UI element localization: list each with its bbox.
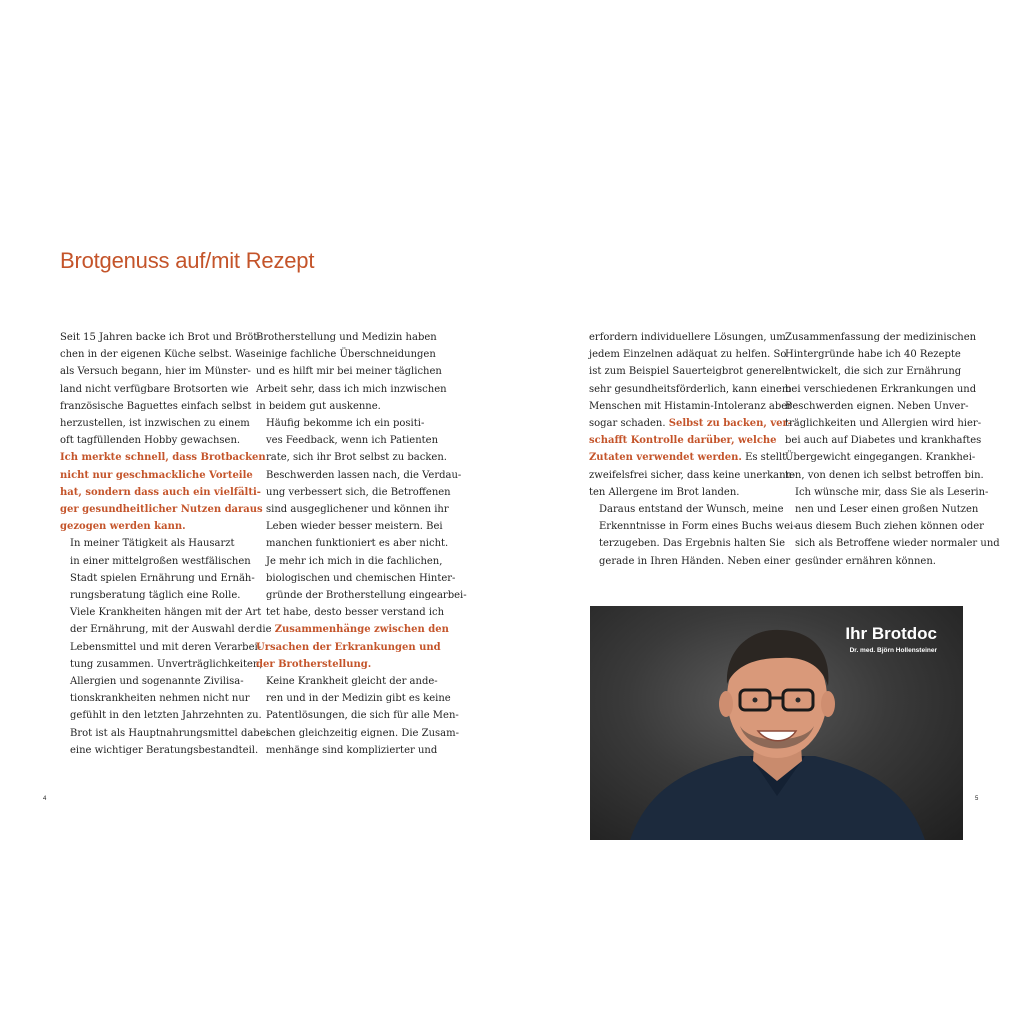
- highlight-text: gezogen werden kann.: [60, 521, 186, 533]
- text-column-3: [589, 329, 797, 570]
- highlight-text: Zusammenhänge zwischen den: [274, 624, 449, 636]
- highlight-text: ger gesundheitlicher Nutzen daraus: [60, 504, 263, 516]
- paragraph: erfordern individuellere Lösungen, um jedem Einzelnen adäquat zu helfen. So ist zum Beispiel Sauerteigbrot generell sehr gesundheitsförderlich, kann einem Menschen mit Histamin-Intoleranz aber sogar schaden. Selbst zu backen, ver- schafft Kontrolle darüber, welche Zutaten verwendet werden. Es stellt zweifelsfrei sicher, dass keine unerkann- ten Allergene im Brot landen.: [589, 332, 796, 498]
- paragraph: In meiner Tätigkeit als Hausarzt in einer mittelgroßen westfälischen Stadt spielen Ernährung und Ernäh- rungsberatung täglich eine Rolle. Viele Krankheiten hängen mit der Art der Ernährung, mit der Auswahl der Lebensmittel und mit deren Verarbei- tung zusammen. Unverträglichkeiten, Allergien und sogenannte Zivilisa- tionskrankheiten nehmen nicht nur gefühlt in den letzten Jahrzehnten zu. Brot ist als Hauptnahrungsmittel dabei eine wichtiger Beratungsbestandteil.: [70, 538, 269, 756]
- page-number-left: 4: [43, 796, 47, 802]
- highlight-text: hat, sondern dass auch ein vielfälti-: [60, 486, 261, 498]
- photo-caption-title: Ihr Brotdoc: [845, 624, 937, 643]
- page-title: Brotgenuss auf/mit Rezept: [60, 248, 315, 273]
- paragraph: Häufig bekomme ich ein positi- ves Feedback, wenn ich Patienten rate, sich ihr Brot selbst zu backen. Beschwerden lassen nach, die Verdau- ung verbessert sich, die Betroffenen sind ausgeglichener und können ihr Leben wieder besser meistern. Bei manchen funktioniert es aber nicht. Je mehr ich mich in die fachlichen, biologischen und chemischen Hinter- gründe der Brotherstellung eingearbei- tet habe, desto besser verstand ich die Zusammenhänge zwischen den Ursachen der Erkrankungen und der Brotherstellung.: [256, 415, 446, 673]
- paragraph: Seit 15 Jahren backe ich Brot und Bröt- chen in der eigenen Küche selbst. Was als Versuch begann, hier im Münster- land nicht verfügbare Brotsorten wie französische Baguettes einfach selbst herzustellen, ist inzwischen zu einem oft tagfüllenden Hobby gewachsen. Ich merkte schnell, dass Brotbacken nicht nur geschmackliche Vorteile hat, sondern dass auch ein vielfälti- ger gesundheitlicher Nutzen daraus gezogen werden kann.: [60, 329, 250, 535]
- highlight-text: Zutaten verwendet werden.: [589, 452, 742, 464]
- highlight-text: der Brotherstellung.: [256, 658, 372, 670]
- page-number-right: 5: [975, 796, 979, 802]
- highlight-text: nicht nur geschmackliche Vorteile: [60, 469, 253, 481]
- text-column-4: [785, 329, 1000, 570]
- highlight-text: Selbst zu backen, ver-: [668, 418, 792, 430]
- highlight-text: schafft Kontrolle darüber, welche: [589, 435, 777, 447]
- paragraph: Daraus entstand der Wunsch, meine Erkenntnisse in Form eines Buchs wei- terzugeben. Das Ergebnis halten Sie gerade in Ihren Händen. Neben einer: [599, 504, 797, 567]
- highlight-text: Ich merkte schnell, dass Brotbacken: [60, 452, 266, 464]
- paragraph: Brotherstellung und Medizin haben einige fachliche Überschneidungen und es hilft mir bei meiner täglichen Arbeit sehr, dass ich mich inzwischen in beidem gut auskenne.: [256, 332, 447, 412]
- paragraph: Keine Krankheit gleicht der ande- ren und in der Medizin gibt es keine Patentlösungen, die sich für alle Men- schen gleichzeitig eignen. Die Zusam- menhänge sind komplizierter und: [266, 676, 459, 756]
- photo-caption-subtitle: Dr. med. Björn Hollensteiner: [849, 647, 937, 654]
- highlight-text: Ursachen der Erkrankungen und: [256, 641, 441, 653]
- text-column-2: [256, 329, 467, 759]
- paragraph: Ich wünsche mir, dass Sie als Leserin- nen und Leser einen großen Nutzen aus diesem Buch ziehen können oder sich als Betroffene wieder normaler und gesünder ernähren können.: [795, 486, 1000, 567]
- text-column-1: [60, 329, 269, 759]
- author-photo: [590, 606, 963, 840]
- paragraph: Zusammenfassung der medizinischen Hintergründe habe ich 40 Rezepte entwickelt, die sich zur Ernährung bei verschiedenen Erkrankungen und Beschwerden eignen. Neben Unver- träglichkeiten und Allergien wird hier- bei auch auf Diabetes und krankhaftes Übergewicht eingegangen. Krankhei- ten, von denen ich selbst betroffen bin.: [785, 332, 984, 481]
